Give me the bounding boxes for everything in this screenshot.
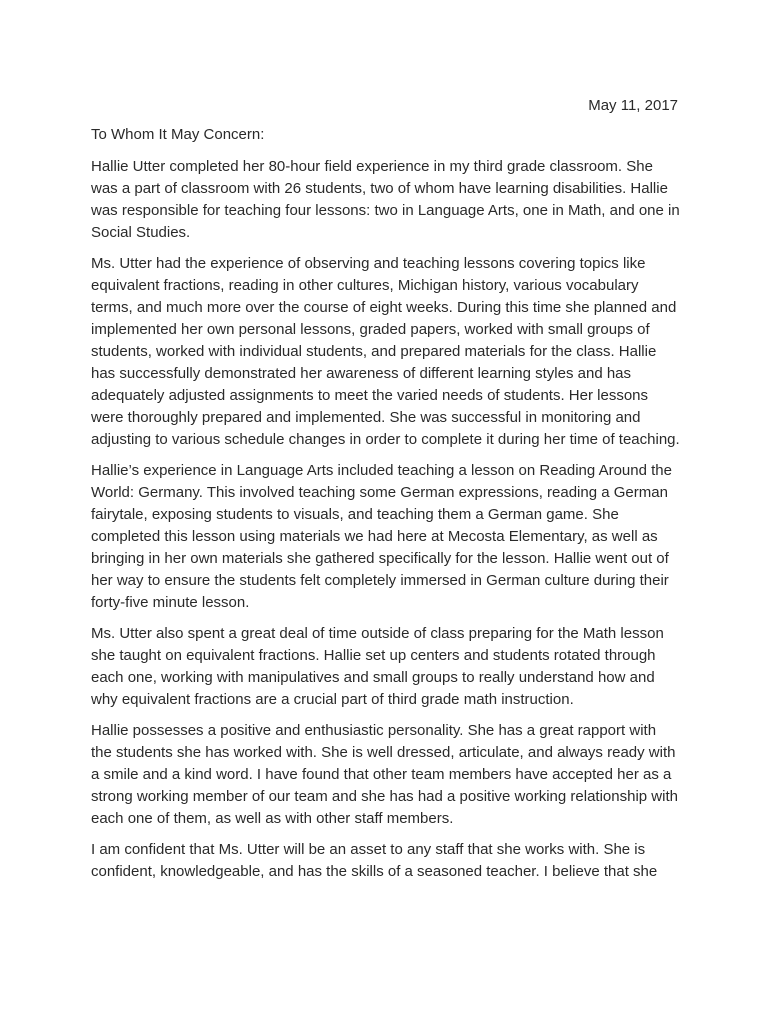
paragraph-language-arts: Hallie’s experience in Language Arts included teaching a lesson on Reading Around the World: Germany. This involved teaching some German expressions, reading a German fairytale, exposing students to visuals, and teaching them a German game. She completed this lesson using materials we had here at Mecosta Elementary, as well as bringing in her own materials she gathered specifically for the lesson. Hallie went out of her way to ensure the students felt completely immersed in German culture during their forty-five minute lesson.	[91, 462, 672, 611]
paragraph-math-lesson: Ms. Utter also spent a great deal of time outside of class preparing for the Math lesson she taught on equivalent fractions. Hallie set up centers and students rotated through each one, working with manipulatives and small groups to really understand how and why equivalent fractions are a crucial part of third grade math instruction.	[91, 625, 664, 708]
paragraph-personality: Hallie possesses a positive and enthusiastic personality. She has a great rapport with the students she has worked with. She is well dressed, articulate, and always ready with a smile and a kind word. I have found that other team members have accepted her as a strong working member of our team and she has had a positive working relationship with each one of them, as well as with other staff members.	[91, 722, 678, 827]
letter-date: May 11, 2017	[588, 97, 678, 114]
paragraph-teaching-experience: Ms. Utter had the experience of observing and teaching lessons covering topics like equivalent fractions, reading in other cultures, Michigan history, various vocabulary terms, and much more over the course of eight weeks. During this time she planned and implemented her own personal lessons, graded papers, worked with small groups of students, worked with individual students, and prepared materials for the class. Hallie has successfully demonstrated her awareness of different learning styles and has adequately adjusted assignments to meet the varied needs of students. Her lessons were thoroughly prepared and implemented. She was successful in monitoring and adjusting to various schedule changes in order to complete it during her time of teaching.	[91, 255, 680, 448]
letter-salutation: To Whom It May Concern:	[91, 126, 265, 143]
paragraph-field-experience: Hallie Utter completed her 80-hour field experience in my third grade classroom. She was a part of classroom with 26 students, two of whom have learning disabilities. Hallie was responsible for teaching four lessons: two in Language Arts, one in Math, and one in Social Studies.	[91, 158, 680, 241]
paragraph-recommendation: I am confident that Ms. Utter will be an asset to any staff that she works with. She is confident, knowledgeable, and has the skills of a seasoned teacher. I believe that she	[91, 841, 658, 880]
